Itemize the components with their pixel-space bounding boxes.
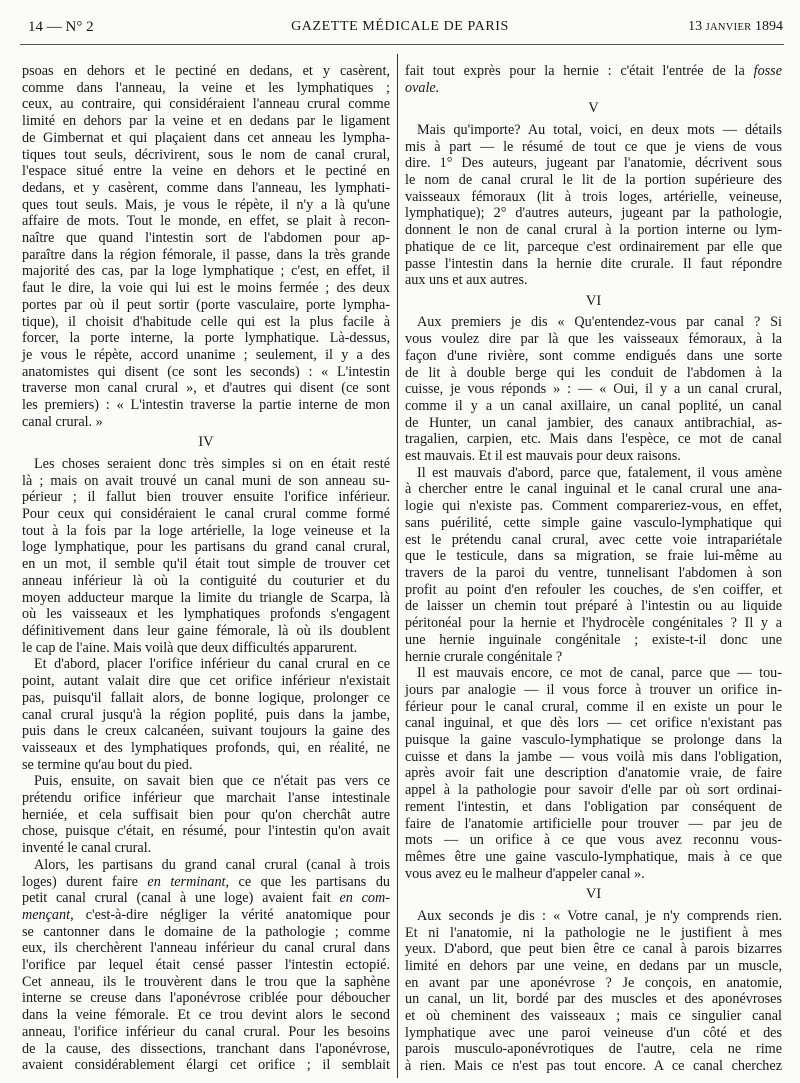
text-line: portes par où il peut sortir (porte vasculaire, porte lympha- (22, 296, 390, 313)
text-line (22, 890, 390, 907)
text-line: eux, ils cherchèrent l'anneau inférieur du canal crural dans (22, 940, 390, 957)
italic-text: mençant (22, 906, 71, 923)
text-line: dire. 1° Des auteurs, jugeant par l'anatomie, décrivent sous (405, 155, 782, 172)
section-heading: IV (198, 434, 214, 451)
text-line: de lit à double berge qui les conduit de l'abdomen à la (405, 364, 782, 381)
header-rule (20, 44, 784, 45)
issue-date-day: 13 (688, 19, 703, 34)
text-line: vous voulez dire par là que les vaisseaux fémoraux, à la (405, 331, 782, 348)
text-line: appel à la pathologie pour savoir d'elle par où sort ordinai- (405, 782, 782, 799)
text-line: limité en dehors par une veine, en dedans par un muscle, (405, 957, 782, 974)
text-run: , c'est-à-dire négliger la vérité anatomique pour (70, 906, 390, 923)
text-line: de la cause, des dissections, tranchant dans l'aponévrose, (22, 1040, 390, 1057)
text-line: affaire de mots. Tout le monde, en effet, se plait à recon- (22, 213, 390, 230)
text-line: Les choses seraient donc très simples si on en était resté (34, 455, 390, 472)
text-line: majorité des cas, par la loge lymphatique ; c'est, en effet, il (22, 263, 390, 280)
text-line: l'espace situé entre la veine en dehors et le pectiné en (22, 163, 390, 180)
text-line: à chercher entre le canal inguinal et le canal crural une ana- (405, 481, 782, 498)
text-line: Il est mauvais encore, ce mot de canal, parce que — tou- (417, 665, 782, 682)
text-line: de Hunter, un canal jambier, des canaux antibrachial, as- (405, 414, 782, 431)
section-heading: V (588, 100, 599, 117)
paragraph (405, 122, 782, 289)
text-line: là ; mais on avait trouvé un canal muni de son anneau su- (22, 472, 390, 489)
text-line: comme il y a un canal axillaire, un canal poplité, un canal (405, 397, 782, 414)
text-line (22, 874, 390, 891)
text-line: de laisser un chemin tout préparé à l'intestin ou au liquide (405, 598, 782, 615)
text-line: est mauvais. Et il est mauvais pour deux raisons. (405, 448, 681, 465)
text-line: périeur ; il fallut bien trouver ensuite l'orifice inférieur. (22, 489, 390, 506)
paragraph (405, 314, 782, 464)
text-line: loge lymphatique, pour les partisans du grand canal crural, (22, 539, 390, 556)
text-line: tragalien, carpien, etc. Mais dans l'espèce, ce mot de canal (405, 431, 782, 448)
text-line: ques tout seuls. Mais, je vous le répète, il n'y a là qu'une (22, 196, 390, 213)
text-line: mis à part — le résumé de tout ce que je viens de vous (405, 138, 782, 155)
text-line: parois musculo-aponévrotiques de l'autre, cela ne rime (405, 1041, 782, 1058)
text-line: chose, puisque c'était, en résumé, pour l'intestin qu'on avait (22, 823, 390, 840)
text-line: canal crural jusqu'à la région poplité, puis dans la jambe, (22, 706, 390, 723)
text-line: comme dans l'anneau, la veine et les lymphatiques ; (22, 79, 390, 96)
page-number: 14 — N° 2 (28, 19, 94, 35)
text-line: yeux. D'abord, que peut bien être ce canal à parois bizarres (405, 941, 782, 958)
text-line: en avant par une aponévrose ? Je conçois, en anatomie, (405, 974, 782, 991)
italic-text: en com- (339, 890, 390, 907)
text-line: Puis, ensuite, on savait bien que ce n'était pas vers ce (34, 773, 390, 790)
issue-date (688, 16, 783, 38)
text-line: lymphatique); 2° d'autres auteurs, jugeant par la pathologie, (405, 205, 782, 222)
text-run: loges) durent faire (22, 873, 148, 890)
text-line: Et d'abord, placer l'orifice inférieur du canal crural en ce (34, 656, 390, 673)
italic-text: fosse (753, 63, 782, 79)
text-line: sans puérilité, cette simple gaine vasculo-lymphatique qui (405, 514, 782, 531)
text-line: mêmes être une gaine vasculo-lymphatique, mais à ce que (405, 848, 782, 865)
text-line: faire de l'anatomie artificielle pour trouver — par jeu de (405, 815, 782, 832)
text-line: définitivement dans leur gaine fémorale, là où ils doublent (22, 623, 390, 639)
text-line: dans la veine fémorale. Et ce trou devint alors le second (22, 1007, 390, 1024)
text-line: mots — un orifice à ce que vous avez reconnu vous- (405, 832, 782, 849)
text-line: après avoir fait une description d'anatomie vraie, de faire (405, 765, 782, 782)
text-line: anatomistes qui disent (ce sont les seconds) : « L'intestin (22, 363, 390, 380)
text-line: profit au point d'en refouler les couches, de s'en coiffer, et (405, 581, 782, 598)
text-line: travers de la paroi du ventre, tunnelisant l'abdomen à son (405, 564, 782, 581)
paragraph (405, 63, 782, 96)
text-line: canal crural. » (22, 413, 103, 430)
text-line: Cet anneau, ils le trouvèrent dans le trou que la saphène (22, 973, 390, 990)
text-line: paraître dans la région fémorale, il passe, dans la très grande (22, 246, 390, 263)
text-line (22, 907, 390, 924)
paragraph (22, 456, 390, 656)
text-line: cuisse, je vous réponds » : — « Oui, il y a un canal crural, (405, 381, 782, 398)
text-line: phatique de ce lit, parceque c'est ordinairement par elle que (405, 238, 782, 255)
text-line: se termine qu'au bout du pied. (22, 756, 193, 773)
text-line: interne se creuse dans l'aponévrose criblée pour déboucher (22, 990, 390, 1007)
text-line: puis dans le creux calcanéen, suivant toujours la gaine des (22, 723, 390, 740)
text-line: façon d'une rivière, sont comme endigués dans une sorte (405, 347, 782, 364)
text-line: anneau, l'orifice inférieur du canal crural. Pour les besoins (22, 1023, 390, 1040)
text-line: un canal, un lit, bordé par des muscles et des aponévroses (405, 991, 782, 1008)
text-line: jours par analogie — il vous force à trouver un orifice in- (405, 681, 782, 698)
left-column (22, 63, 390, 1074)
text-line: traverse mon canal crural », et d'autres qui disent (ce sont (22, 380, 390, 397)
text-line: je vous le répète, accord unanime ; seulement, il y a des (22, 346, 390, 363)
text-line: tique), il choisit d'habitude celle qui est la plus facile à (22, 313, 390, 330)
text-line: faut le dire, la voie qui lui est le moins fermée ; des deux (22, 280, 390, 297)
right-column (405, 63, 782, 1075)
journal-title: GAZETTE MÉDICALE DE PARIS (291, 19, 509, 34)
text-line: férieur pour le canal crural, comme il en existe un pour le (405, 698, 782, 715)
text-line: de Gimbernat et qui plaçaient dans cet anneau les lympha- (22, 129, 390, 146)
text-line: vaisseaux et des lymphatiques profonds, qui, en réalité, ne (22, 739, 390, 756)
paragraph (405, 665, 782, 882)
text-line: donnent le non de canal crural à la portion interne ou lym- (405, 222, 782, 239)
text-line: point, autant valait dire que cet orifice inférieur n'existait (22, 673, 390, 690)
paragraph (405, 908, 782, 1075)
text-line: pas, puisqu'il fallait alors, de bonne logique, prolonger ce (22, 689, 390, 706)
text-line: se cantonner dans le domaine de la pathologie ; comme (22, 923, 390, 940)
text-line: anneau inférieur là où la contiguité du couturier et du (22, 572, 390, 589)
text-line: l'orifice par lequel était censé passer l'intestin ectopié. (22, 957, 390, 974)
text-line: Alors, les partisans du grand canal crural (canal à trois (34, 856, 390, 873)
section-heading: VI (585, 886, 602, 903)
text-line: cuisse et dans la jambe — vous voilà mis dans l'obligation, (405, 748, 782, 765)
paragraph (22, 656, 390, 773)
paragraph (22, 63, 390, 430)
text-line: Pour ceux qui considéraient le canal crural comme formé (22, 506, 390, 523)
text-line: les premiers) : « L'intestin traverse la partie interne de mon (22, 397, 390, 414)
text-line: ceux, au contraire, qui considéraient l'anneau crural comme (22, 96, 390, 113)
text-line: péritonéal pour la hernie et l'hydrocèle congénitales ? Il y a (405, 615, 782, 632)
text-line: aux uns et aux autres. (405, 272, 528, 289)
text-line: et où cheminent des vaisseaux ; mais ce singulier canal (405, 1008, 782, 1025)
text-line: inventé le canal crural. (22, 840, 152, 857)
text-run: petit canal crural (canal à une loge) avaient fait (22, 890, 340, 907)
text-line: à rien. Mais ce n'est pas tout encore. A ce canal cherchez (405, 1058, 782, 1075)
text-line: Et ni l'anatomie, ni la pathologie ne le justifient à mes (405, 924, 782, 941)
text-run: , ce que les partisans du (225, 873, 391, 890)
text-line: vous avez eu le malheur d'appeler canal ». (405, 865, 645, 882)
text-run: fait tout exprès pour la hernie : c'était l'entrée de la (405, 63, 754, 79)
text-line: que le testicule, dans sa migration, se fraie lui-même au (405, 548, 782, 565)
text-line: le nom de canal crural le lit de la portion supérieure des (405, 172, 782, 189)
text-line: Mais qu'importe? Au total, voici, en deux mots — détails (417, 121, 782, 138)
text-line (405, 80, 782, 97)
text-line: limité en dehors par la veine et en dedans par le ligament (22, 113, 390, 130)
text-line: logie qui n'existe pas. Comment compareriez-vous, en effet, (405, 498, 782, 515)
text-line: puisque la gaine vasculo-lymphatique se prolonge dans la (405, 732, 782, 749)
italic-text: ovale. (405, 79, 440, 96)
text-line: passe l'intestin dans la hernie dite crurale. Il faut répondre (405, 255, 782, 272)
paragraph (405, 465, 782, 665)
paragraph (22, 773, 390, 857)
text-line: Aux seconds je dis : « Votre canal, je n'y comprends rien. (417, 907, 782, 924)
issue-date-month: JANVIER (705, 22, 752, 33)
text-line: hernie crurale congénitale ? (405, 648, 563, 665)
text-line: prétendu orifice inférieur que marchait l'anse intestinale (22, 790, 390, 807)
text-line: Il est mauvais d'abord, parce que, fatalement, il vous amène (417, 464, 782, 481)
text-line: Aux premiers je dis « Qu'entendez-vous par canal ? Si (417, 314, 782, 331)
text-line: vaisseaux fémoraux (lit à trois loges, artérielle, veineuse, (405, 188, 782, 205)
text-line: tout à la fois par la loge artérielle, la loge veineuse et la (22, 522, 390, 539)
text-line: rement l'intestin, et dans l'obligation par conséquent de (405, 798, 782, 815)
text-line: le cap de l'aine. Mais voilà que deux difficultés apparurent. (22, 639, 358, 656)
text-line: où les vaisseaux et les lymphatiques profonds s'engagent (22, 606, 390, 623)
column-divider (397, 54, 398, 1078)
text-line (405, 63, 782, 80)
italic-text: en terminant (147, 873, 226, 890)
text-line: herniée, et cela suffisait bien pour qu'on cherchât autre (22, 806, 390, 823)
text-line: lymphatique avec une paroi veineuse d'un côté et des (405, 1024, 782, 1041)
text-line: forcer, la porte interne, la porte lymphatique. Là-dessus, (22, 330, 390, 347)
text-line: dedans, et y casèrent, comme dans l'anneau, les lymphati- (22, 179, 390, 196)
text-line: est le prétendu canal crural, avec cette voie intrapariétale (405, 531, 782, 548)
text-line: avaient considérablement élargi cet orifice ; il semblait (22, 1057, 390, 1074)
text-line: tiques tout seuls, décrivirent, sous le nom de canal crural, (22, 146, 390, 163)
text-line: canal inguinal, et que dès lors — cet orifice n'existant pas (405, 715, 782, 732)
text-line: naître que quand l'intestin sort de l'abdomen pour ap- (22, 230, 390, 247)
text-line: moyen adducteur marque la limite du triangle de Scarpa, là (22, 589, 390, 606)
section-heading: VI (585, 292, 602, 309)
text-line: psoas en dehors et le pectiné en dedans, et y casèrent, (22, 63, 390, 79)
issue-date-year: 1894 (755, 19, 783, 34)
paragraph (22, 857, 390, 1074)
text-line: une hernie inguinale congénitale ; existe-t-il donc une (405, 631, 782, 648)
text-line: en un mot, il semble qu'il était tout simple de trouver cet (22, 556, 390, 573)
